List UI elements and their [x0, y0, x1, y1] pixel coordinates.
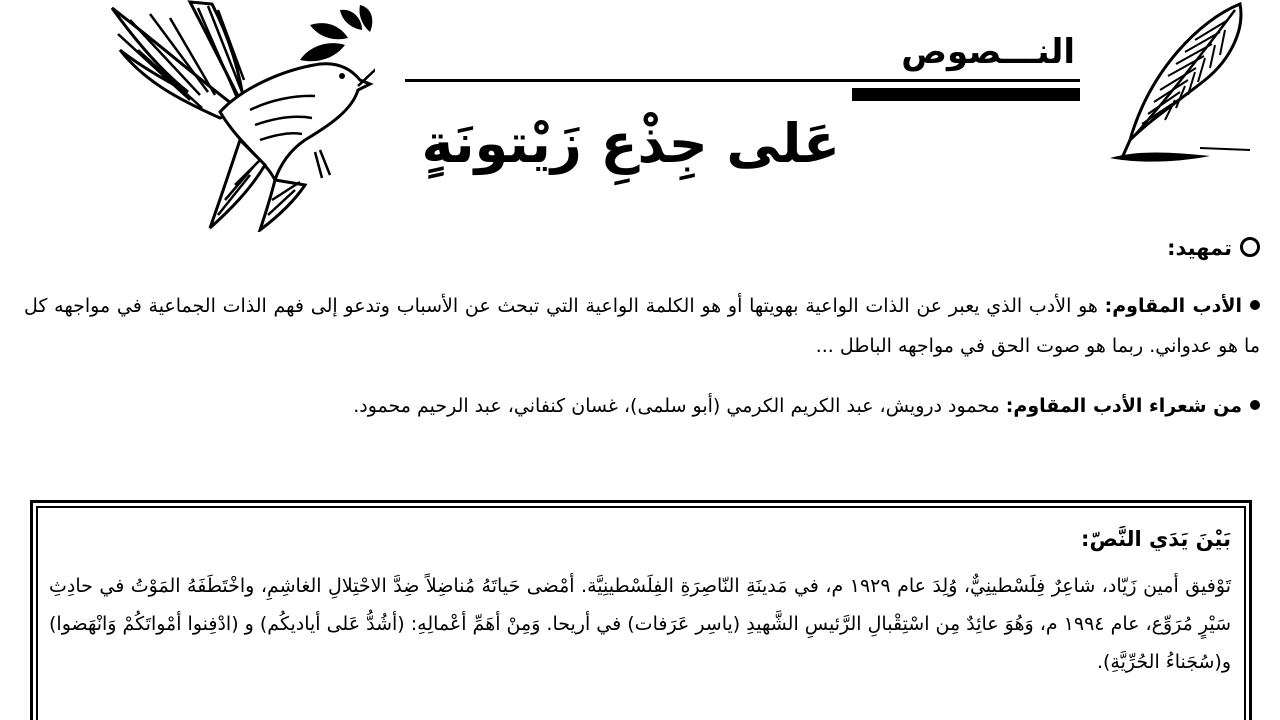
- intro-bullet-resistance-poets: [24, 386, 1260, 426]
- dove-with-olive-branch-image: [90, 0, 375, 232]
- bullet-text: هو الأدب الذي يعبر عن الذات الواعية بهويتها أو هو الكلمة الواعية التي تبحث عن الأسباب وتدعو إلى فهم الذات الجماعية في مواجهه كل ما هو عدواني. ربما هو صوت الحق في مواجهه الباطل ...: [24, 295, 1260, 357]
- box-heading: بَيْنَ يَدَي النَّصّ:: [1081, 527, 1231, 551]
- header-rule-thin: [405, 79, 1080, 82]
- poem-title: عَلى جِذْعِ زَيْتونَةٍ: [421, 112, 840, 175]
- dot-bullet-icon: [1250, 300, 1260, 310]
- about-text-box: [30, 500, 1252, 720]
- intro-heading-text: تمهيد:: [1167, 236, 1232, 260]
- bullet-term: الأدب المقاوم:: [1104, 295, 1242, 317]
- section-label: النـــصوص: [901, 32, 1075, 72]
- bullet-text: محمود درويش، عبد الكريم الكرمي (أبو سلمى)، غسان كنفاني، عبد الرحيم محمود.: [353, 395, 1006, 417]
- dot-bullet-icon: [1250, 400, 1260, 410]
- header-rule-thick: [852, 88, 1080, 101]
- intro-heading: [1167, 232, 1260, 264]
- intro-bullet-resistance-literature: [24, 286, 1260, 366]
- quill-feather-image: [1110, 0, 1260, 170]
- circle-bullet-icon: [1240, 237, 1260, 257]
- box-body: تَوْفيق أمين زَيّاد، شاعِرٌ فِلَسْطينِيٌّ، وُلِدَ عام ١٩٢٩ م، في مَدينَةِ النّاصِرَةِ الفِلَسْطينِيَّة. أمْضى حَياتَهُ مُناضِلاً ضِدَّ الاحْتِلالِ الغاشِمِ، واخْتَطَفَهُ المَوْتُ في حادِثِ سَيْرٍ مُرَوِّع، عام ١٩٩٤ م، وَهُوَ عائِدٌ مِن اسْتِقْبالِ الرَّئيسِ الشَّهيدِ (ياسِر عَرَفات) في أريحا. وَمِنْ أهَمِّ أعْمالِهِ: (أشُدُّ عَلى أياديكُم) و (ادْفِنوا أمْواتَكُمْ وَانْهَضوا) و(سُجَناءُ الحُرِّيَّةِ).: [49, 575, 1231, 673]
- bullet-term: من شعراء الأدب المقاوم:: [1005, 395, 1242, 417]
